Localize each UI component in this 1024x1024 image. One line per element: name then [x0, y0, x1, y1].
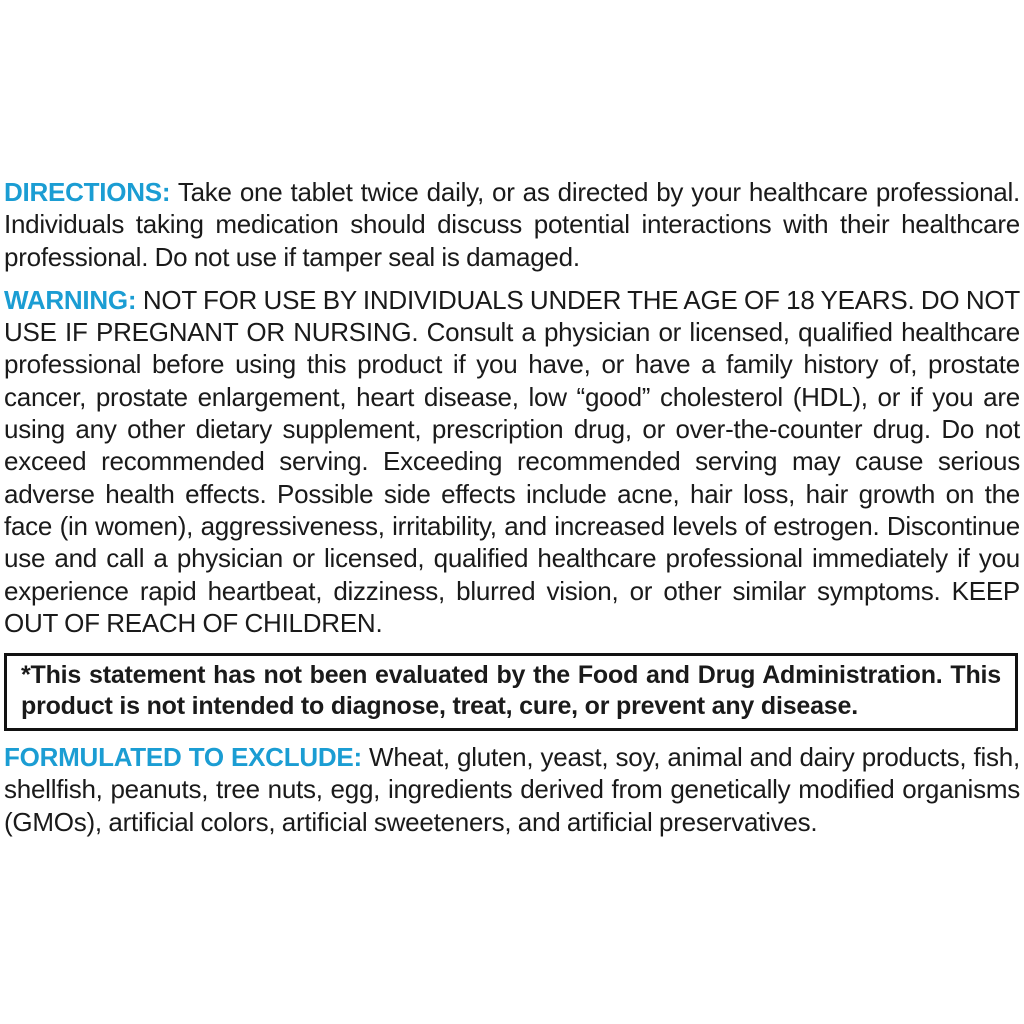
- fda-disclaimer-box: [4, 653, 1018, 731]
- directions-text: Take one tablet twice daily, or as directed by your healthcare professional. Individuals taking medication should discuss potential interactions with their healthcare professional. Do not use if tamper seal is damaged.: [4, 177, 1020, 272]
- formulated-to-exclude-heading: FORMULATED TO EXCLUDE:: [4, 742, 362, 773]
- supplement-label-panel: [4, 176, 1020, 838]
- warning-section: [4, 284, 1020, 639]
- directions-heading: DIRECTIONS:: [4, 177, 171, 207]
- warning-text: NOT FOR USE BY INDIVIDUALS UNDER THE AGE OF 18 YEARS. DO NOT USE IF PREGNANT OR NURSING. Consult a physician or licensed, qualified healthcare professional before using this product if you have, or have a family history of, prostate cancer, prostate enlargement, heart disease, low “good” cholesterol (HDL), or if you are using any other dietary supplement, prescription drug, or over-the-counter drug. Do not exceed recommended serving. Exceeding recommended serving may cause serious adverse health effects. Possible side effects include acne, hair loss, hair growth on the face (in women), aggressiveness, irritability, and increased levels of estrogen. Discontinue use and call a physician or licensed, qualified healthcare professional immediately if you experience rapid heartbeat, dizziness, blurred vision, or other similar symptoms. KEEP OUT OF REACH OF CHILDREN.: [4, 284, 1020, 638]
- warning-heading: WARNING:: [4, 284, 137, 315]
- formulated-to-exclude-text: Wheat, gluten, yeast, soy, animal and dairy products, fish, shellfish, peanuts, tree nuts, egg, ingredients derived from genetically modified organisms (GMOs), artificial colors, artificial sweeteners, and artificial preservatives.: [4, 742, 1020, 837]
- fda-disclaimer-text: *This statement has not been evaluated by the Food and Drug Administration. This product is not intended to diagnose, treat, cure, or prevent any disease.: [21, 661, 1001, 721]
- formulated-to-exclude-section: [4, 741, 1020, 838]
- directions-section: [4, 176, 1020, 273]
